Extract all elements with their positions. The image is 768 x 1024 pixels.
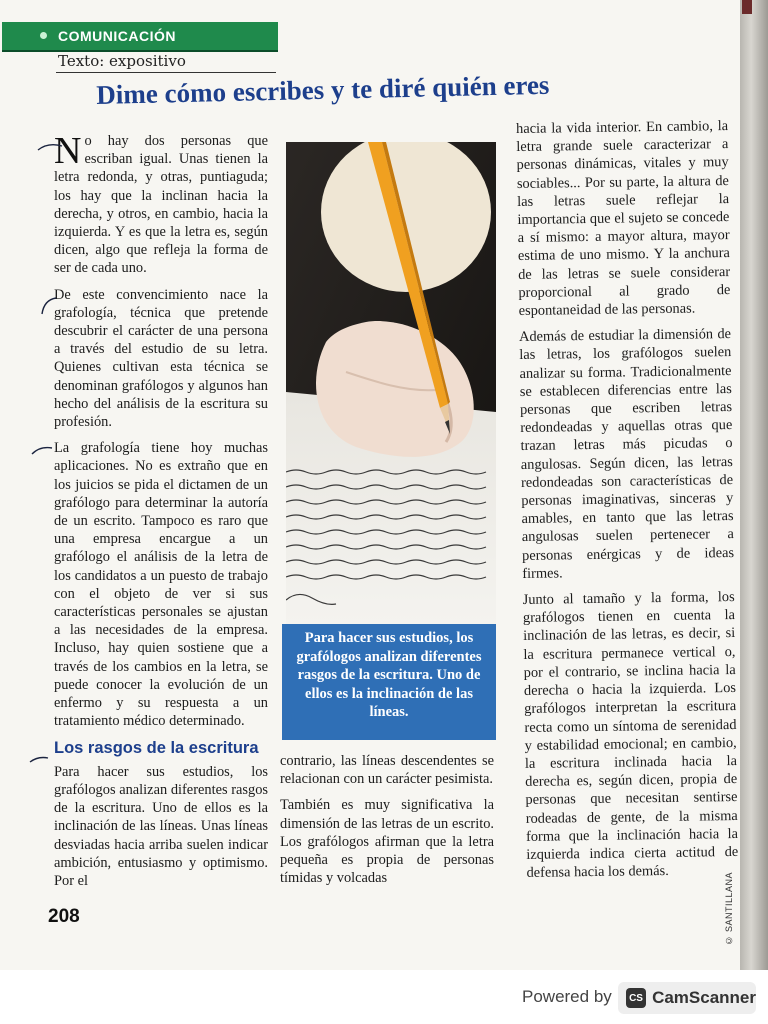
paragraph: contrario, las líneas descendentes se relacionan con un carácter pesimista. [280, 753, 494, 788]
article-column-3 [516, 117, 739, 890]
bullet-dot-icon [40, 32, 47, 39]
paragraph: Para hacer sus estudios, los grafólogos analizan diferentes rasgos de la escritura. Uno de ellos es la inclinación de las líneas. Unas líneas desviadas hacia arriba suelen indicar ambición, entusiasmo y optimismo. Por el [54, 763, 268, 889]
paragraph-text: o hay dos personas que escriban igual. Unas tienen la letra redonda, y otras, puntiaguda; los hay que la inclinan hacia la derecha, y otros, en cambio, hacia la izquierda. Y es que la letra es, según dicen, algo que refleja la forma de ser de cada uno. [54, 133, 268, 277]
handwriting-photo [286, 142, 496, 624]
text-type-label: Texto: expositivo [58, 52, 186, 70]
camscanner-icon: CS [626, 988, 646, 1008]
section-label: COMUNICACIÓN [58, 28, 176, 44]
section-heading: Los rasgos de la escritura [54, 738, 259, 757]
paragraph: hacia la vida interior. En cambio, la letra grande suele caracterizar a personas dinámicas, vitales y muy sociables... Por su parte, la altura de las letras suele reflejar la importancia que el sujeto se concede a sí mismo: a mayor altura, mayor estima de uno mismo. Y la anchura de las letras se suele considerar proporcional al grado de espontaneidad de las personas. [516, 118, 731, 320]
page-edge [740, 0, 768, 970]
brand-name: CamScanner [652, 988, 756, 1007]
paragraph: También es muy significativa la dimensión de las letras de un escrito. Los grafólogos afirman que la letra pequeña es propia de personas tímidas y volcadas [280, 797, 494, 887]
paragraph: De este convencimiento nace la grafología, técnica que pretende descubrir el carácter de una persona a través del estudio de su letra. Quienes cultivan esta técnica se denominan grafólogos y algunos han hecho del análisis de la escritura su profesión. [54, 286, 268, 431]
pen-mark-icon [28, 752, 52, 766]
page-title: Dime cómo escribes y te diré quién eres [96, 69, 550, 110]
pen-mark-icon [30, 442, 56, 458]
pen-mark-icon [38, 294, 62, 318]
photo-caption: Para hacer sus estudios, los grafólogos analizan diferentes rasgos de la escritura. Uno de ellos es la inclinación de las líneas. [282, 624, 496, 740]
paragraph [54, 132, 268, 278]
divider [56, 72, 276, 73]
page-edge-tab [742, 0, 752, 14]
paragraph: Junto al tamaño y la forma, los grafólogos tienen en cuenta la inclinación de las letras, es decir, si la escritura permanece vertical o, por el contrario, se inclina hacia la derecha o hacia la izquierda. Los grafólogos interpretan la escritura recta como un síntoma de serenidad y estabilidad emocional; en cambio, la escritura inclinada hacia la derecha es, según dicen, propia de personas que necesitan sentirse rodeadas de gente, de la misma forma que la inclinación hacia la izquierda indica cierta actitud de defensa hacia los demás. [522, 589, 739, 882]
section-banner [2, 22, 278, 50]
powered-by-label: Powered by [522, 987, 612, 1006]
paragraph: La grafología tiene hoy muchas aplicaciones. No es extraño que en los juicios se pida el dictamen de un grafólogo para determinar la autoría de un escrito. Tampoco es raro que una empresa encargue a un grafólogo el análisis de la letra de los candidatos a un puesto de trabajo con el objeto de ver si sus características personales se ajustan a las necesidades de la empresa. Incluso, hay quien sostiene que a través de los cambios en la letra, se puede conocer la evolución de un enfermo y su respuesta a un tratamiento médico determinado. [54, 440, 268, 730]
article-column-1 [54, 132, 268, 898]
publisher-credit: © SANTILLANA [724, 872, 734, 946]
paragraph: Además de estudiar la dimensión de las letras, los grafólogos suelen analizar su forma. Tradicionalmente se establecen diferencias entre las personas que escriben letras redondeadas y aquellas otras que trazan letras más picudas o angulosas. Según dicen, las letras redondeadas son características de personas imaginativas, sinceras y amables, en tanto que las letras angulosas suelen pertenecer a personas enérgicas y de ideas firmes. [518, 326, 735, 582]
drop-cap: N [54, 130, 82, 172]
article-column-2 [280, 752, 494, 895]
hand-writing-illustration [286, 142, 496, 624]
pen-mark-icon [36, 138, 66, 158]
camscanner-logo[interactable] [618, 982, 756, 1014]
page-number: 208 [48, 906, 80, 927]
